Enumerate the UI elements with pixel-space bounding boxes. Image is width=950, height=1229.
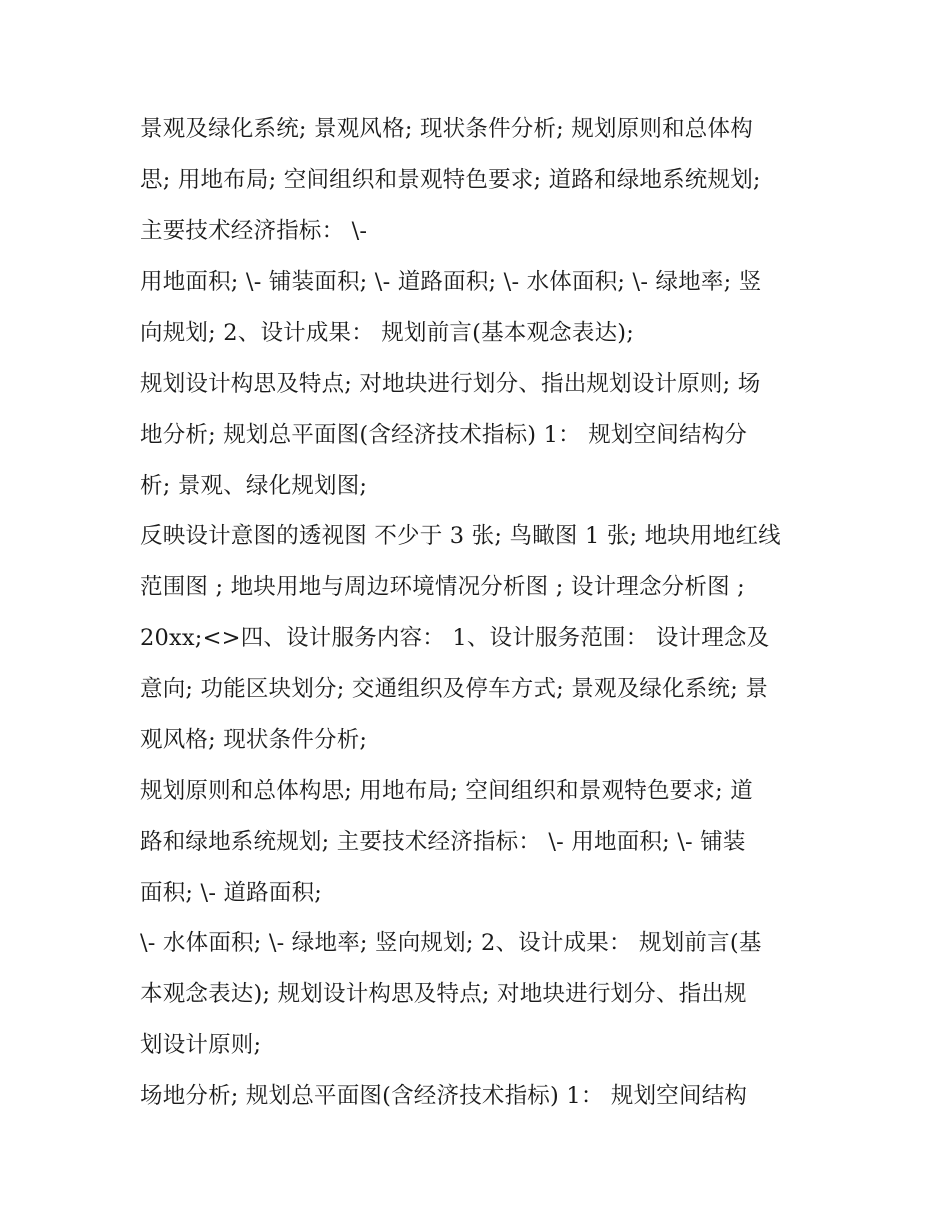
text-line: 思; 用地布局; 空间组织和景观特色要求; 道路和绿地系统规划; <box>140 167 761 193</box>
text-line: 规划原则和总体构思; 用地布局; 空间组织和景观特色要求; 道 <box>140 778 753 804</box>
text-line: 划设计原则; <box>140 1032 262 1058</box>
text-line: 析; 景观、绿化规划图; <box>140 473 368 499</box>
text-line: 主要技术经济指标： \- <box>140 218 368 244</box>
text-line: 场地分析; 规划总平面图(含经济技术指标) 1： 规划空间结构 <box>140 1083 748 1109</box>
text-line: 20xx;<>四、设计服务内容： 1、设计服务范围： 设计理念及 <box>140 625 770 651</box>
text-line: \- 水体面积; \- 绿地率; 竖向规划; 2、设计成果： 规划前言(基 <box>140 930 762 956</box>
text-line: 范围图 ; 地块用地与周边环境情况分析图 ; 设计理念分析图 ; <box>140 574 745 600</box>
text-line: 景观及绿化系统; 景观风格; 现状条件分析; 规划原则和总体构 <box>140 116 753 142</box>
text-line: 路和绿地系统规划; 主要技术经济指标： \- 用地面积; \- 铺装 <box>140 829 746 855</box>
text-line: 面积; \- 道路面积; <box>140 880 323 906</box>
text-line: 反映设计意图的透视图 不少于 3 张; 鸟瞰图 1 张; 地块用地红线 <box>140 523 781 549</box>
text-line: 观风格; 现状条件分析; <box>140 727 368 753</box>
text-line: 意向; 功能区块划分; 交通组织及停车方式; 景观及绿化系统; 景 <box>140 676 769 702</box>
text-line: 用地面积; \- 铺装面积; \- 道路面积; \- 水体面积; \- 绿地率; 竖 <box>140 269 762 295</box>
text-line: 规划设计构思及特点; 对地块进行划分、指出规划设计原则; 场 <box>140 371 761 397</box>
text-line: 向规划; 2、设计成果： 规划前言(基本观念表达); <box>140 320 635 346</box>
text-line: 地分析; 规划总平面图(含经济技术指标) 1： 规划空间结构分 <box>140 422 748 448</box>
text-line: 本观念表达); 规划设计构思及特点; 对地块进行划分、指出规 <box>140 981 747 1007</box>
